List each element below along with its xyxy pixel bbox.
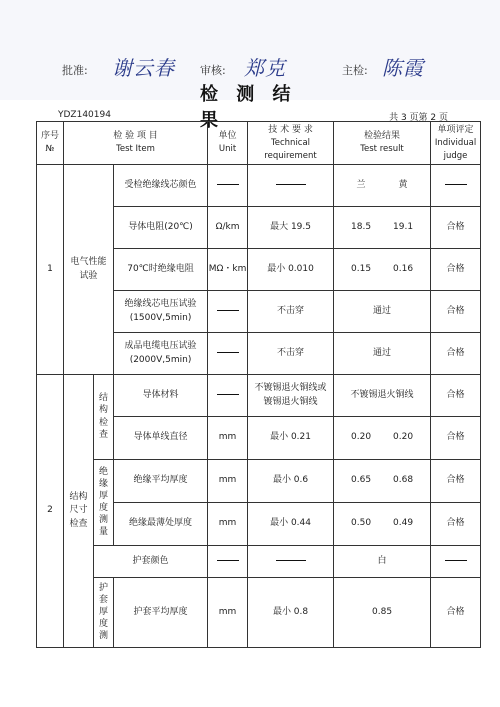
dash-mark: [276, 560, 306, 561]
result-cell: 兰 黄: [334, 165, 431, 207]
req-cell: 不镀锡退火铜线或 镀锡退火铜线: [248, 375, 334, 417]
judge-cell: 合格: [431, 375, 481, 417]
judge-cell: 合格: [431, 460, 481, 503]
result-cell: 通过: [334, 291, 431, 333]
judge-cell: 合格: [431, 503, 481, 546]
dash-mark: [217, 394, 239, 395]
result-cell: 0.65 0.68: [334, 460, 431, 503]
header-result: 检验结果 Test result: [334, 122, 431, 165]
unit-cell: [208, 546, 248, 578]
result-cell: 0.15 0.16: [334, 249, 431, 291]
result-cell: 0.20 0.20: [334, 417, 431, 460]
group2-category: 结构 尺寸 检查: [64, 375, 94, 648]
result-cell: 0.50 0.49: [334, 503, 431, 546]
document-id: YDZ140194: [58, 110, 111, 120]
item-cell: 受检绝缘线芯颜色: [114, 165, 208, 207]
page-title: 检 测 结 果: [200, 84, 297, 131]
unit-cell: mm: [208, 460, 248, 503]
group2-no: 2: [37, 375, 64, 648]
page-info: 共 3 页第 2 页: [389, 113, 448, 123]
table-row: [37, 578, 481, 648]
test-report-table: [36, 121, 481, 648]
approve-label: 批准:: [62, 64, 88, 77]
req-cell: [248, 546, 334, 578]
dash-mark: [217, 560, 239, 561]
review-signature: 郑克: [244, 56, 286, 80]
unit-cell: Ω/km: [208, 207, 248, 249]
item-cell: 导体电阻(20℃): [114, 207, 208, 249]
judge-cell: 合格: [431, 333, 481, 375]
header-seq: 序号 №: [37, 122, 64, 165]
unit-cell: MΩ・km: [208, 249, 248, 291]
dash-mark: [217, 184, 239, 185]
item-cell: 绝缘最薄处厚度: [114, 503, 208, 546]
header-row: [37, 122, 481, 165]
judge-cell: 合格: [431, 291, 481, 333]
req-cell: 最小 0.6: [248, 460, 334, 503]
table-row: [37, 546, 481, 578]
unit-cell: [208, 375, 248, 417]
item-cell: 导体单线直径: [114, 417, 208, 460]
req-cell: 不击穿: [248, 291, 334, 333]
item-cell: 成品电缆电压试验 (2000V,5min): [114, 333, 208, 375]
unit-cell: [208, 291, 248, 333]
item-cell: 导体材料: [114, 375, 208, 417]
item-cell: 护套颜色: [94, 546, 208, 578]
req-cell: 不击穿: [248, 333, 334, 375]
req-cell: 最大 19.5: [248, 207, 334, 249]
header-unit: 单位 Unit: [208, 122, 248, 165]
judge-cell: 合格: [431, 578, 481, 648]
req-cell: 最小 0.8: [248, 578, 334, 648]
unit-cell: [208, 333, 248, 375]
judge-cell: 合格: [431, 207, 481, 249]
header-tech: 技 术 要 求 Technical requirement: [248, 122, 334, 165]
table-row: [37, 165, 481, 207]
header-item: 检 验 项 目 Test Item: [64, 122, 208, 165]
sub-structure: 结构检查: [94, 375, 114, 460]
result-cell: 不镀锡退火铜线: [334, 375, 431, 417]
dash-mark: [445, 560, 467, 561]
item-cell: 70℃时绝缘电阻: [114, 249, 208, 291]
item-cell: 绝缘平均厚度: [114, 460, 208, 503]
group1-no: 1: [37, 165, 64, 375]
inspect-label: 主检:: [342, 64, 368, 77]
sub-sheath: 护套厚度测: [94, 578, 114, 648]
judge-cell: 合格: [431, 417, 481, 460]
dash-mark: [276, 184, 306, 185]
table-row: [37, 375, 481, 417]
item-cell: 护套平均厚度: [114, 578, 208, 648]
group1-category: 电气性能 试验: [64, 165, 114, 375]
result-cell: 白: [334, 546, 431, 578]
header-judge: 单项评定 Individual judge: [431, 122, 481, 165]
result-cell: 0.85: [334, 578, 431, 648]
unit-cell: mm: [208, 417, 248, 460]
req-cell: 最小 0.21: [248, 417, 334, 460]
unit-cell: mm: [208, 578, 248, 648]
table-row: [37, 460, 481, 503]
item-cell: 绝缘线芯电压试验 (1500V,5min): [114, 291, 208, 333]
dash-mark: [217, 310, 239, 311]
unit-cell: [208, 165, 248, 207]
sub-insulation: 绝缘厚度测量: [94, 460, 114, 546]
unit-cell: mm: [208, 503, 248, 546]
dash-mark: [445, 184, 467, 185]
req-cell: [248, 165, 334, 207]
result-cell: 18.5 19.1: [334, 207, 431, 249]
result-cell: 通过: [334, 333, 431, 375]
req-cell: 最小 0.010: [248, 249, 334, 291]
judge-cell: 合格: [431, 249, 481, 291]
judge-cell: [431, 546, 481, 578]
approve-signature: 谢云春: [112, 56, 175, 80]
req-cell: 最小 0.44: [248, 503, 334, 546]
judge-cell: [431, 165, 481, 207]
dash-mark: [217, 352, 239, 353]
inspect-signature: 陈霞: [382, 56, 424, 80]
review-label: 审核:: [200, 64, 226, 77]
